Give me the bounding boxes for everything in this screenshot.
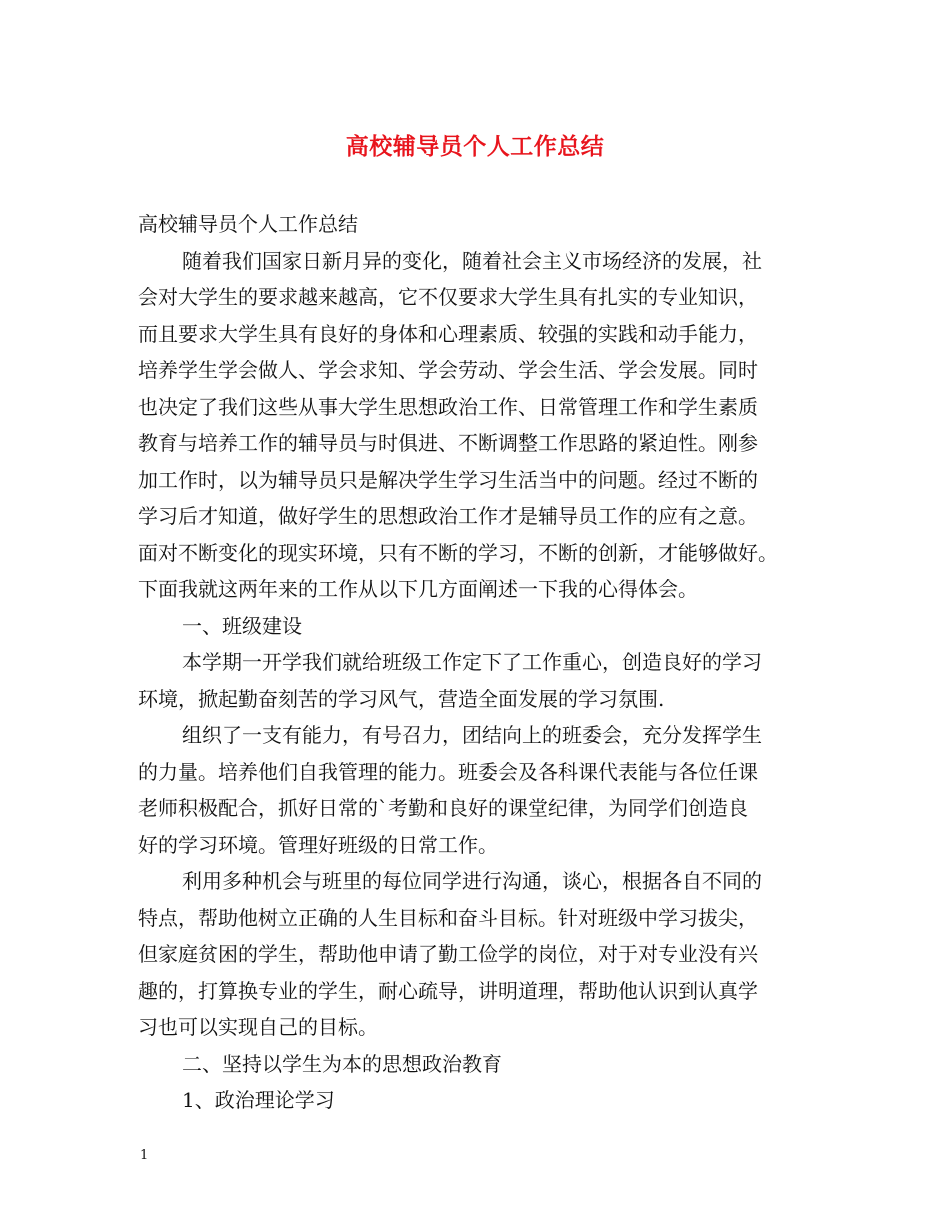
text-line: 加工作时，以为辅导员只是解决学生学习生活当中的问题。经过不断的 bbox=[138, 467, 758, 492]
text-line: 一、班级建设 bbox=[182, 613, 302, 638]
document-title: 高校辅导员个人工作总结 bbox=[345, 133, 605, 160]
text-line: 随着我们国家日新月异的变化，随着社会主义市场经济的发展，社 bbox=[182, 248, 762, 273]
text-line: 下面我就这两年来的工作从以下几方面阐述一下我的心得体会。 bbox=[138, 577, 698, 601]
text-line: 二、坚持以学生为本的思想政治教育 bbox=[182, 1051, 502, 1076]
document-body bbox=[138, 206, 828, 1119]
text-line: 本学期一开学我们就给班级工作定下了工作重心，创造良好的学习 bbox=[182, 650, 762, 674]
text-line: 1、政治理论学习 bbox=[182, 1088, 335, 1112]
text-line: 组织了一支有能力，有号召力，团结向上的班委会，充分发挥学生 bbox=[182, 723, 762, 747]
text-line: 趣的，打算换专业的学生，耐心疏导，讲明道理，帮助他认识到认真学 bbox=[138, 978, 758, 1003]
text-line: 特点，帮助他树立正确的人生目标和奋斗目标。针对班级中学习拔尖， bbox=[138, 905, 758, 930]
text-line: 培养学生学会做人、学会求知、学会劳动、学会生活、学会发展。同时 bbox=[138, 358, 758, 382]
text-line: 习也可以实现自己的目标。 bbox=[138, 1015, 378, 1039]
text-line: 会对大学生的要求越来越高，它不仅要求大学生具有扎实的专业知识， bbox=[138, 285, 758, 309]
text-line: 好的学习环境。管理好班级的日常工作。 bbox=[138, 832, 498, 857]
text-line: 利用多种机会与班里的每位同学进行沟通，谈心，根据各自不同的 bbox=[182, 869, 762, 893]
text-line: 而且要求大学生具有良好的身体和心理素质、较强的实践和动手能力， bbox=[138, 321, 758, 346]
text-line: 也决定了我们这些从事大学生思想政治工作、日常管理工作和学生素质 bbox=[138, 394, 758, 419]
text-line: 的力量。培养他们自我管理的能力。班委会及各科课代表能与各位任课 bbox=[138, 759, 758, 784]
text-line: 面对不断变化的现实环境，只有不断的学习，不断的创新，才能够做好。 bbox=[138, 540, 778, 565]
text-line: 但家庭贫困的学生，帮助他申请了勤工俭学的岗位，对于对专业没有兴 bbox=[138, 942, 758, 966]
text-line: 高校辅导员个人工作总结 bbox=[138, 212, 358, 236]
text-line: 学习后才知道，做好学生的思想政治工作才是辅导员工作的应有之意。 bbox=[138, 504, 758, 528]
text-line: 老师积极配合，抓好日常的`考勤和良好的课堂纪律，为同学们创造良 bbox=[138, 796, 748, 820]
text-line: 环境，掀起勤奋刻苦的学习风气，营造全面发展的学习氛围. bbox=[138, 686, 665, 711]
text-line: 教育与培养工作的辅导员与时俱进、不断调整工作思路的紧迫性。刚参 bbox=[138, 431, 758, 455]
page-number: 1 bbox=[140, 1148, 149, 1163]
